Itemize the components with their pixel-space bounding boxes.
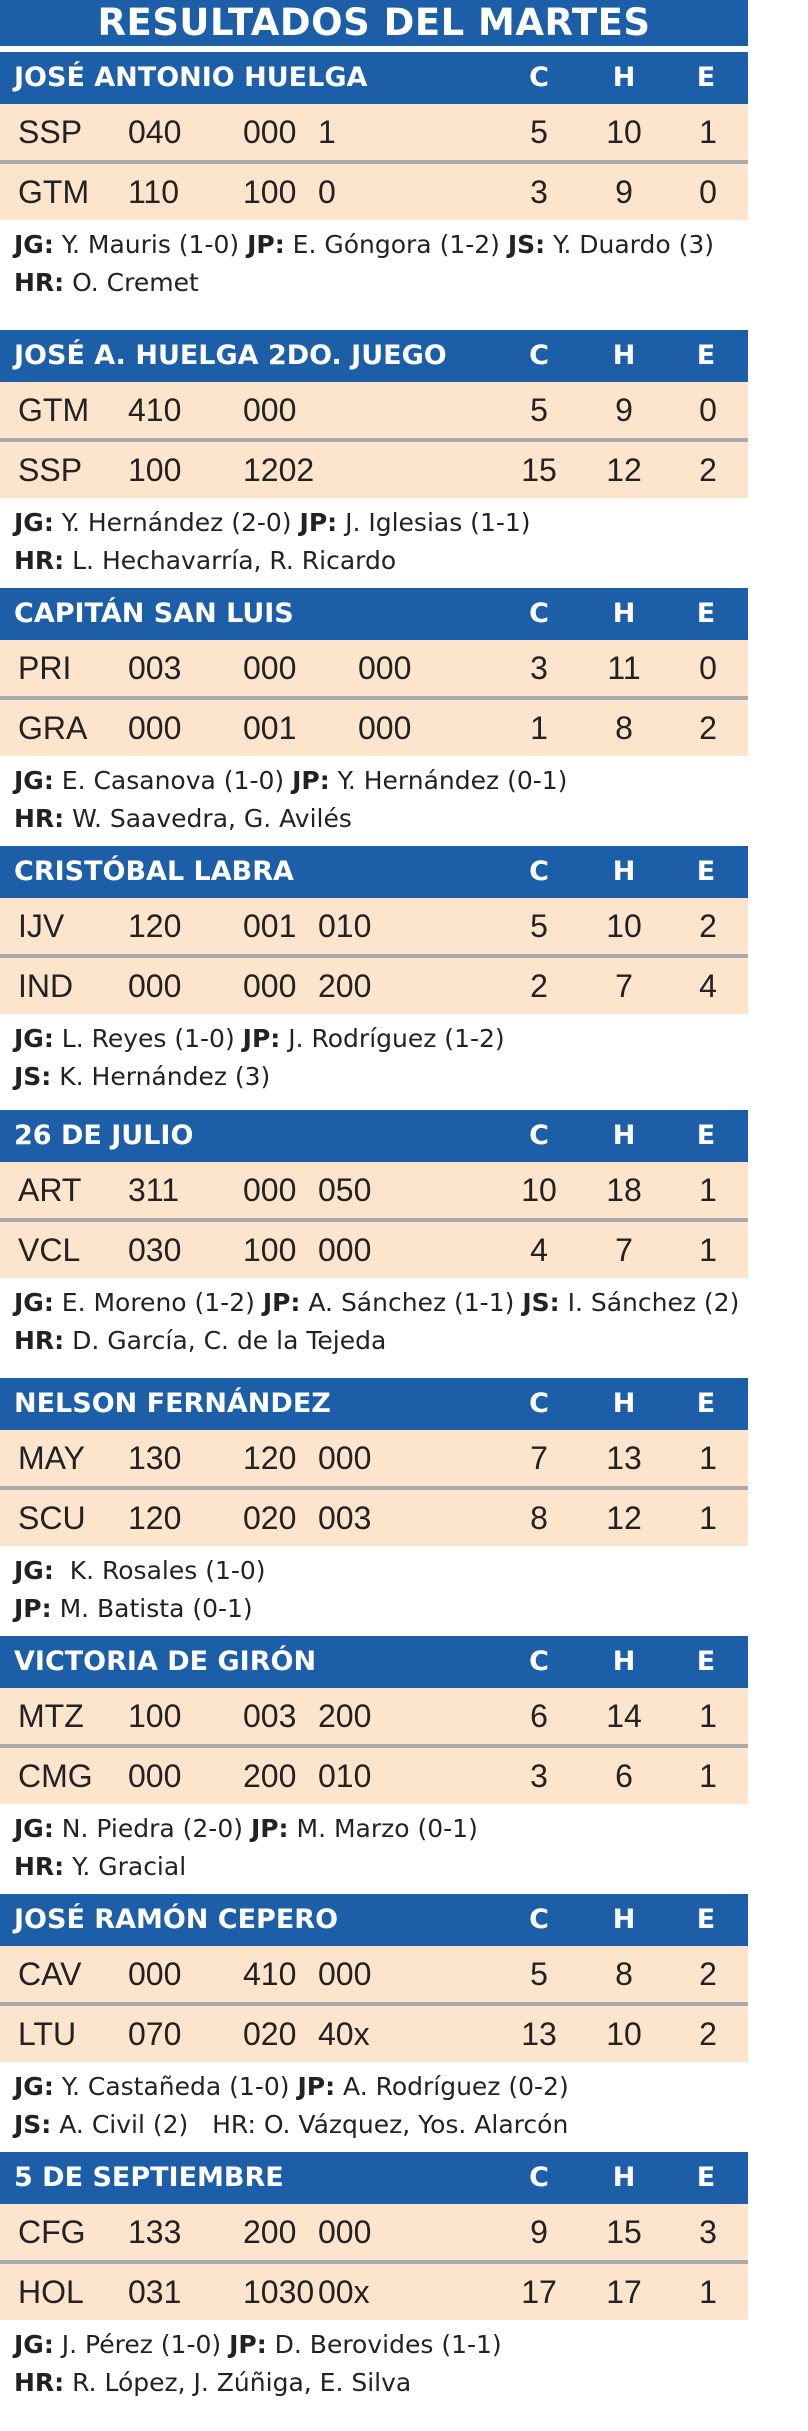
- notes-line: [14, 1552, 748, 1590]
- runs: 5: [530, 1956, 548, 1992]
- column-header-e: E: [696, 62, 716, 93]
- notes-line: [14, 226, 748, 264]
- innings-7-9: 0: [318, 174, 336, 210]
- hits: 12: [606, 1500, 642, 1536]
- hits: 8: [615, 1956, 633, 1992]
- game-box: [0, 330, 748, 580]
- notes-line: [14, 762, 748, 800]
- column-header-h: H: [612, 2162, 636, 2193]
- innings-1-3: 000: [128, 968, 182, 1004]
- note-key: JG:: [14, 230, 54, 259]
- notes-line: [14, 2326, 748, 2364]
- hits: 7: [615, 1232, 633, 1268]
- hits: 8: [615, 710, 633, 746]
- innings-1-3: 000: [128, 1956, 182, 1992]
- note-key: JG:: [14, 1814, 54, 1843]
- note-key: JG:: [14, 2330, 54, 2359]
- note-value: D. García, C. de la Tejeda: [64, 1326, 387, 1355]
- note-value: Y. Gracial: [64, 1852, 187, 1881]
- note-value: K. Rosales (1-0): [53, 1556, 266, 1585]
- hits: 11: [607, 650, 641, 686]
- column-header-h: H: [612, 1120, 636, 1151]
- game-header: [0, 330, 748, 382]
- innings-1-3: 110: [128, 174, 180, 210]
- column-header-c: C: [529, 2162, 549, 2193]
- game-header: [0, 1636, 748, 1688]
- venue-name: 5 DE SEPTIEMBRE: [14, 2162, 284, 2193]
- team-name: IJV: [18, 908, 65, 944]
- innings-4-6: 000: [243, 114, 297, 150]
- errors: 1: [699, 1440, 717, 1476]
- note-key: JP:: [242, 1024, 281, 1053]
- runs: 10: [521, 1172, 557, 1208]
- game-box: [0, 1110, 748, 1360]
- innings-7-9: 00x: [318, 2274, 370, 2310]
- innings-4-6: 120: [243, 1440, 297, 1476]
- column-header-e: E: [696, 2162, 716, 2193]
- column-header-h: H: [612, 1388, 636, 1419]
- note-value: Y. Castañeda (1-0): [53, 2072, 298, 2101]
- note-value: Y. Hernández (0-1): [329, 766, 568, 795]
- runs: 3: [530, 174, 548, 210]
- runs: 4: [530, 1232, 548, 1268]
- runs: 3: [530, 1758, 548, 1794]
- note-key: JG:: [14, 766, 54, 795]
- innings-7-9: 40x: [318, 2016, 370, 2052]
- note-value: L. Reyes (1-0): [53, 1024, 243, 1053]
- score-row: [0, 958, 748, 1014]
- venue-name: JOSÉ A. HUELGA 2DO. JUEGO: [14, 340, 447, 371]
- pitching-notes: [0, 220, 748, 302]
- game-box: [0, 1894, 748, 2144]
- game-header: [0, 1110, 748, 1162]
- column-header-h: H: [612, 340, 636, 371]
- score-row: [0, 700, 748, 756]
- team-name: MTZ: [18, 1698, 84, 1734]
- note-key: JS:: [522, 1288, 560, 1317]
- innings-1-3: 040: [128, 114, 182, 150]
- runs: 1: [530, 710, 548, 746]
- innings-1-3: 031: [128, 2274, 182, 2310]
- column-header-c: C: [529, 856, 549, 887]
- game-header: [0, 1894, 748, 1946]
- hits: 9: [615, 174, 633, 210]
- innings-4-6: 020: [243, 1500, 297, 1536]
- errors: 2: [699, 908, 717, 944]
- notes-line: [14, 2068, 748, 2106]
- errors: 1: [699, 1172, 717, 1208]
- innings-1-3: 030: [128, 1232, 182, 1268]
- note-value: N. Piedra (2-0): [53, 1814, 251, 1843]
- runs: 15: [521, 452, 557, 488]
- column-header-e: E: [696, 340, 716, 371]
- runs: 8: [530, 1500, 548, 1536]
- note-key: JP:: [229, 2330, 267, 2359]
- innings-4-6: 000: [243, 392, 297, 428]
- note-value: Y. Duardo (3): [545, 230, 715, 259]
- column-header-c: C: [529, 62, 549, 93]
- note-value: I. Sánchez (2): [559, 1288, 740, 1317]
- innings-1-3: 133: [128, 2214, 182, 2250]
- venue-name: JOSÉ ANTONIO HUELGA: [14, 62, 368, 93]
- errors: 4: [699, 968, 717, 1004]
- hits: 13: [606, 1440, 642, 1476]
- notes-line: [14, 542, 748, 580]
- column-header-e: E: [696, 1646, 716, 1677]
- note-key: HR:: [14, 546, 65, 575]
- innings-7-9: 010: [318, 908, 372, 944]
- team-name: MAY: [18, 1440, 85, 1476]
- team-name: ART: [18, 1172, 82, 1208]
- innings-4-6: 003: [243, 1698, 297, 1734]
- innings-4-6: 200: [243, 2214, 297, 2250]
- score-row: [0, 898, 748, 954]
- pitching-notes: [0, 498, 748, 580]
- note-key: JG:: [14, 1556, 54, 1585]
- innings-7-9: 050: [318, 1172, 372, 1208]
- team-name: GTM: [18, 392, 90, 428]
- note-value: D. Berovides (1-1): [266, 2330, 502, 2359]
- innings-1-3: 120: [128, 908, 182, 944]
- hits: 10: [606, 908, 642, 944]
- runs: 7: [530, 1440, 548, 1476]
- game-header: [0, 1378, 748, 1430]
- runs: 5: [530, 114, 548, 150]
- team-name: PRI: [18, 650, 72, 686]
- runs: 9: [530, 2214, 548, 2250]
- innings-4-6: 000: [243, 650, 297, 686]
- innings-4-6: 000: [243, 968, 297, 1004]
- innings-7-9: 000: [358, 650, 412, 686]
- innings-7-9: 000: [318, 1956, 372, 1992]
- column-header-e: E: [696, 598, 716, 629]
- hits: 10: [606, 2016, 642, 2052]
- column-header-c: C: [529, 1646, 549, 1677]
- pitching-notes: [0, 1278, 748, 1360]
- innings-1-3: 100: [128, 1698, 182, 1734]
- score-row: [0, 104, 748, 160]
- note-key: JP:: [292, 766, 330, 795]
- column-header-c: C: [529, 1388, 549, 1419]
- note-key: JP:: [247, 230, 285, 259]
- pitching-notes: [0, 2320, 748, 2402]
- team-name: CFG: [18, 2214, 86, 2250]
- errors: 0: [699, 174, 717, 210]
- team-name: GTM: [18, 174, 90, 210]
- innings-7-9: 200: [318, 1698, 372, 1734]
- score-row: [0, 640, 748, 696]
- errors: 1: [699, 1698, 717, 1734]
- notes-line: [14, 264, 748, 302]
- score-row: [0, 1430, 748, 1486]
- note-key: HR:: [14, 804, 65, 833]
- game-header: [0, 846, 748, 898]
- pitching-notes: [0, 756, 748, 838]
- innings-1-3: 130: [128, 1440, 182, 1476]
- note-value: Y. Mauris (1-0): [53, 230, 248, 259]
- column-header-e: E: [696, 1388, 716, 1419]
- note-key: JG:: [14, 508, 54, 537]
- innings-7-9: 1: [318, 114, 336, 150]
- column-header-h: H: [612, 598, 636, 629]
- note-key: JS:: [14, 1062, 52, 1091]
- innings-4-6: 001: [243, 908, 297, 944]
- runs: 3: [530, 650, 548, 686]
- team-name: IND: [18, 968, 74, 1004]
- column-header-c: C: [529, 598, 549, 629]
- hits: 6: [615, 1758, 633, 1794]
- errors: 3: [699, 2214, 717, 2250]
- note-value: O. Cremet: [64, 268, 199, 297]
- pitching-notes: [0, 1014, 748, 1096]
- note-value: E. Góngora (1-2): [284, 230, 508, 259]
- venue-name: NELSON FERNÁNDEZ: [14, 1388, 331, 1419]
- score-row: [0, 2264, 748, 2320]
- note-key: JS:: [507, 230, 546, 259]
- game-header: [0, 2152, 748, 2204]
- game-header: [0, 588, 748, 640]
- pitching-notes: [0, 2062, 748, 2144]
- score-row: [0, 442, 748, 498]
- note-value: J. Iglesias (1-1): [337, 508, 531, 537]
- note-value: M. Batista (0-1): [51, 1594, 253, 1623]
- note-value: A. Sánchez (1-1): [300, 1288, 523, 1317]
- note-key: JP:: [297, 2072, 336, 2101]
- column-header-e: E: [696, 856, 716, 887]
- notes-line: [14, 1020, 748, 1058]
- game-header: [0, 52, 748, 104]
- score-row: [0, 1688, 748, 1744]
- hits: 10: [606, 114, 642, 150]
- venue-name: 26 DE JULIO: [14, 1120, 194, 1151]
- note-value: L. Hechavarría, R. Ricardo: [64, 546, 397, 575]
- note-key: JG:: [14, 1024, 54, 1053]
- notes-line: [14, 504, 748, 542]
- score-row: [0, 1162, 748, 1218]
- innings-1-3: 003: [128, 650, 182, 686]
- innings-1-3: 000: [128, 1758, 182, 1794]
- note-key: JS:: [14, 2110, 52, 2139]
- innings-1-3: 410: [128, 392, 182, 428]
- innings-4-6: 100: [243, 1232, 297, 1268]
- team-name: CMG: [18, 1758, 93, 1794]
- game-box: [0, 52, 748, 302]
- notes-line: [14, 1848, 748, 1886]
- errors: 0: [699, 392, 717, 428]
- notes-line: [14, 1284, 748, 1322]
- column-header-h: H: [612, 856, 636, 887]
- note-key: HR:: [14, 268, 65, 297]
- errors: 2: [699, 2016, 717, 2052]
- team-name: CAV: [18, 1956, 82, 1992]
- game-box: [0, 588, 748, 838]
- errors: 2: [699, 1956, 717, 1992]
- innings-1-3: 100: [128, 452, 182, 488]
- column-header-h: H: [612, 1646, 636, 1677]
- game-box: [0, 1636, 748, 1886]
- pitching-notes: [0, 1804, 748, 1886]
- game-box: [0, 1378, 748, 1628]
- note-value: E. Moreno (1-2): [53, 1288, 263, 1317]
- innings-4-6: 100: [243, 174, 297, 210]
- column-header-c: C: [529, 1904, 549, 1935]
- hits: 18: [606, 1172, 642, 1208]
- column-header-e: E: [696, 1120, 716, 1151]
- team-name: VCL: [18, 1232, 81, 1268]
- notes-line: [14, 1322, 748, 1360]
- innings-7-9: 010: [318, 1758, 372, 1794]
- note-key: JG:: [14, 1288, 54, 1317]
- note-value: K. Hernández (3): [51, 1062, 271, 1091]
- errors: 1: [699, 1500, 717, 1536]
- note-value: E. Casanova (1-0): [53, 766, 293, 795]
- score-row: [0, 1946, 748, 2002]
- venue-name: VICTORIA DE GIRÓN: [14, 1646, 317, 1677]
- runs: 5: [530, 392, 548, 428]
- team-name: LTU: [18, 2016, 77, 2052]
- notes-line: [14, 2364, 748, 2402]
- hits: 9: [615, 392, 633, 428]
- errors: 2: [699, 452, 717, 488]
- note-value: Y. Hernández (2-0): [53, 508, 300, 537]
- note-key: JG:: [14, 2072, 54, 2101]
- note-value: R. López, J. Zúñiga, E. Silva: [64, 2368, 412, 2397]
- hits: 17: [606, 2274, 642, 2310]
- innings-7-9: 000: [358, 710, 412, 746]
- notes-line: [14, 800, 748, 838]
- note-value: J. Rodríguez (1-2): [280, 1024, 505, 1053]
- score-row: [0, 164, 748, 220]
- game-box: [0, 2152, 748, 2402]
- innings-4-6: 1202: [243, 452, 315, 488]
- innings-7-9: 000: [318, 1440, 372, 1476]
- runs: 2: [530, 968, 548, 1004]
- column-header-h: H: [612, 62, 636, 93]
- team-name: SSP: [18, 114, 83, 150]
- runs: 6: [530, 1698, 548, 1734]
- errors: 1: [699, 1758, 717, 1794]
- score-row: [0, 1222, 748, 1278]
- team-name: HOL: [18, 2274, 84, 2310]
- venue-name: CAPITÁN SAN LUIS: [14, 598, 294, 629]
- column-header-h: H: [612, 1904, 636, 1935]
- hits: 15: [606, 2214, 642, 2250]
- innings-1-3: 070: [128, 2016, 182, 2052]
- pitching-notes: [0, 1546, 748, 1628]
- note-key: HR:: [14, 1852, 65, 1881]
- notes-line: [14, 1590, 748, 1628]
- innings-4-6: 020: [243, 2016, 297, 2052]
- notes-line: [14, 1058, 748, 1096]
- innings-7-9: 003: [318, 1500, 372, 1536]
- errors: 1: [699, 2274, 717, 2310]
- innings-1-3: 120: [128, 1500, 182, 1536]
- team-name: GRA: [18, 710, 88, 746]
- errors: 1: [699, 114, 717, 150]
- innings-4-6: 410: [243, 1956, 297, 1992]
- note-key: HR:: [14, 1326, 65, 1355]
- errors: 1: [699, 1232, 717, 1268]
- note-value: M. Marzo (0-1): [288, 1814, 478, 1843]
- hits: 12: [606, 452, 642, 488]
- notes-line: [14, 2106, 748, 2144]
- score-row: [0, 2006, 748, 2062]
- game-box: [0, 846, 748, 1096]
- venue-name: CRISTÓBAL LABRA: [14, 856, 294, 887]
- innings-4-6: 000: [243, 1172, 297, 1208]
- hits: 7: [615, 968, 633, 1004]
- note-value: A. Civil (2) HR: O. Vázquez, Yos. Alarcón: [51, 2110, 569, 2139]
- hits: 14: [606, 1698, 642, 1734]
- team-name: SSP: [18, 452, 83, 488]
- notes-line: [14, 1810, 748, 1848]
- team-name: SCU: [18, 1500, 86, 1536]
- score-row: [0, 1748, 748, 1804]
- runs: 13: [521, 2016, 557, 2052]
- note-value: J. Pérez (1-0): [53, 2330, 230, 2359]
- errors: 2: [699, 710, 717, 746]
- innings-4-6: 001: [243, 710, 297, 746]
- column-header-c: C: [529, 1120, 549, 1151]
- note-value: A. Rodríguez (0-2): [335, 2072, 569, 2101]
- errors: 0: [699, 650, 717, 686]
- innings-1-3: 311: [128, 1172, 180, 1208]
- runs: 17: [521, 2274, 557, 2310]
- note-key: JP:: [250, 1814, 289, 1843]
- column-header-e: E: [696, 1904, 716, 1935]
- note-key: HR:: [14, 2368, 65, 2397]
- column-header-c: C: [529, 340, 549, 371]
- innings-4-6: 1030: [243, 2274, 315, 2310]
- venue-name: JOSÉ RAMÓN CEPERO: [14, 1904, 339, 1935]
- score-row: [0, 2204, 748, 2260]
- runs: 5: [530, 908, 548, 944]
- innings-7-9: 000: [318, 1232, 372, 1268]
- page-title: RESULTADOS DEL MARTES: [0, 0, 748, 46]
- note-key: JP:: [299, 508, 338, 537]
- innings-1-3: 000: [128, 710, 182, 746]
- innings-4-6: 200: [243, 1758, 297, 1794]
- innings-7-9: 200: [318, 968, 372, 1004]
- score-row: [0, 382, 748, 438]
- note-key: JP:: [262, 1288, 301, 1317]
- score-row: [0, 1490, 748, 1546]
- innings-7-9: 000: [318, 2214, 372, 2250]
- note-value: W. Saavedra, G. Avilés: [64, 804, 352, 833]
- note-key: JP:: [14, 1594, 52, 1623]
